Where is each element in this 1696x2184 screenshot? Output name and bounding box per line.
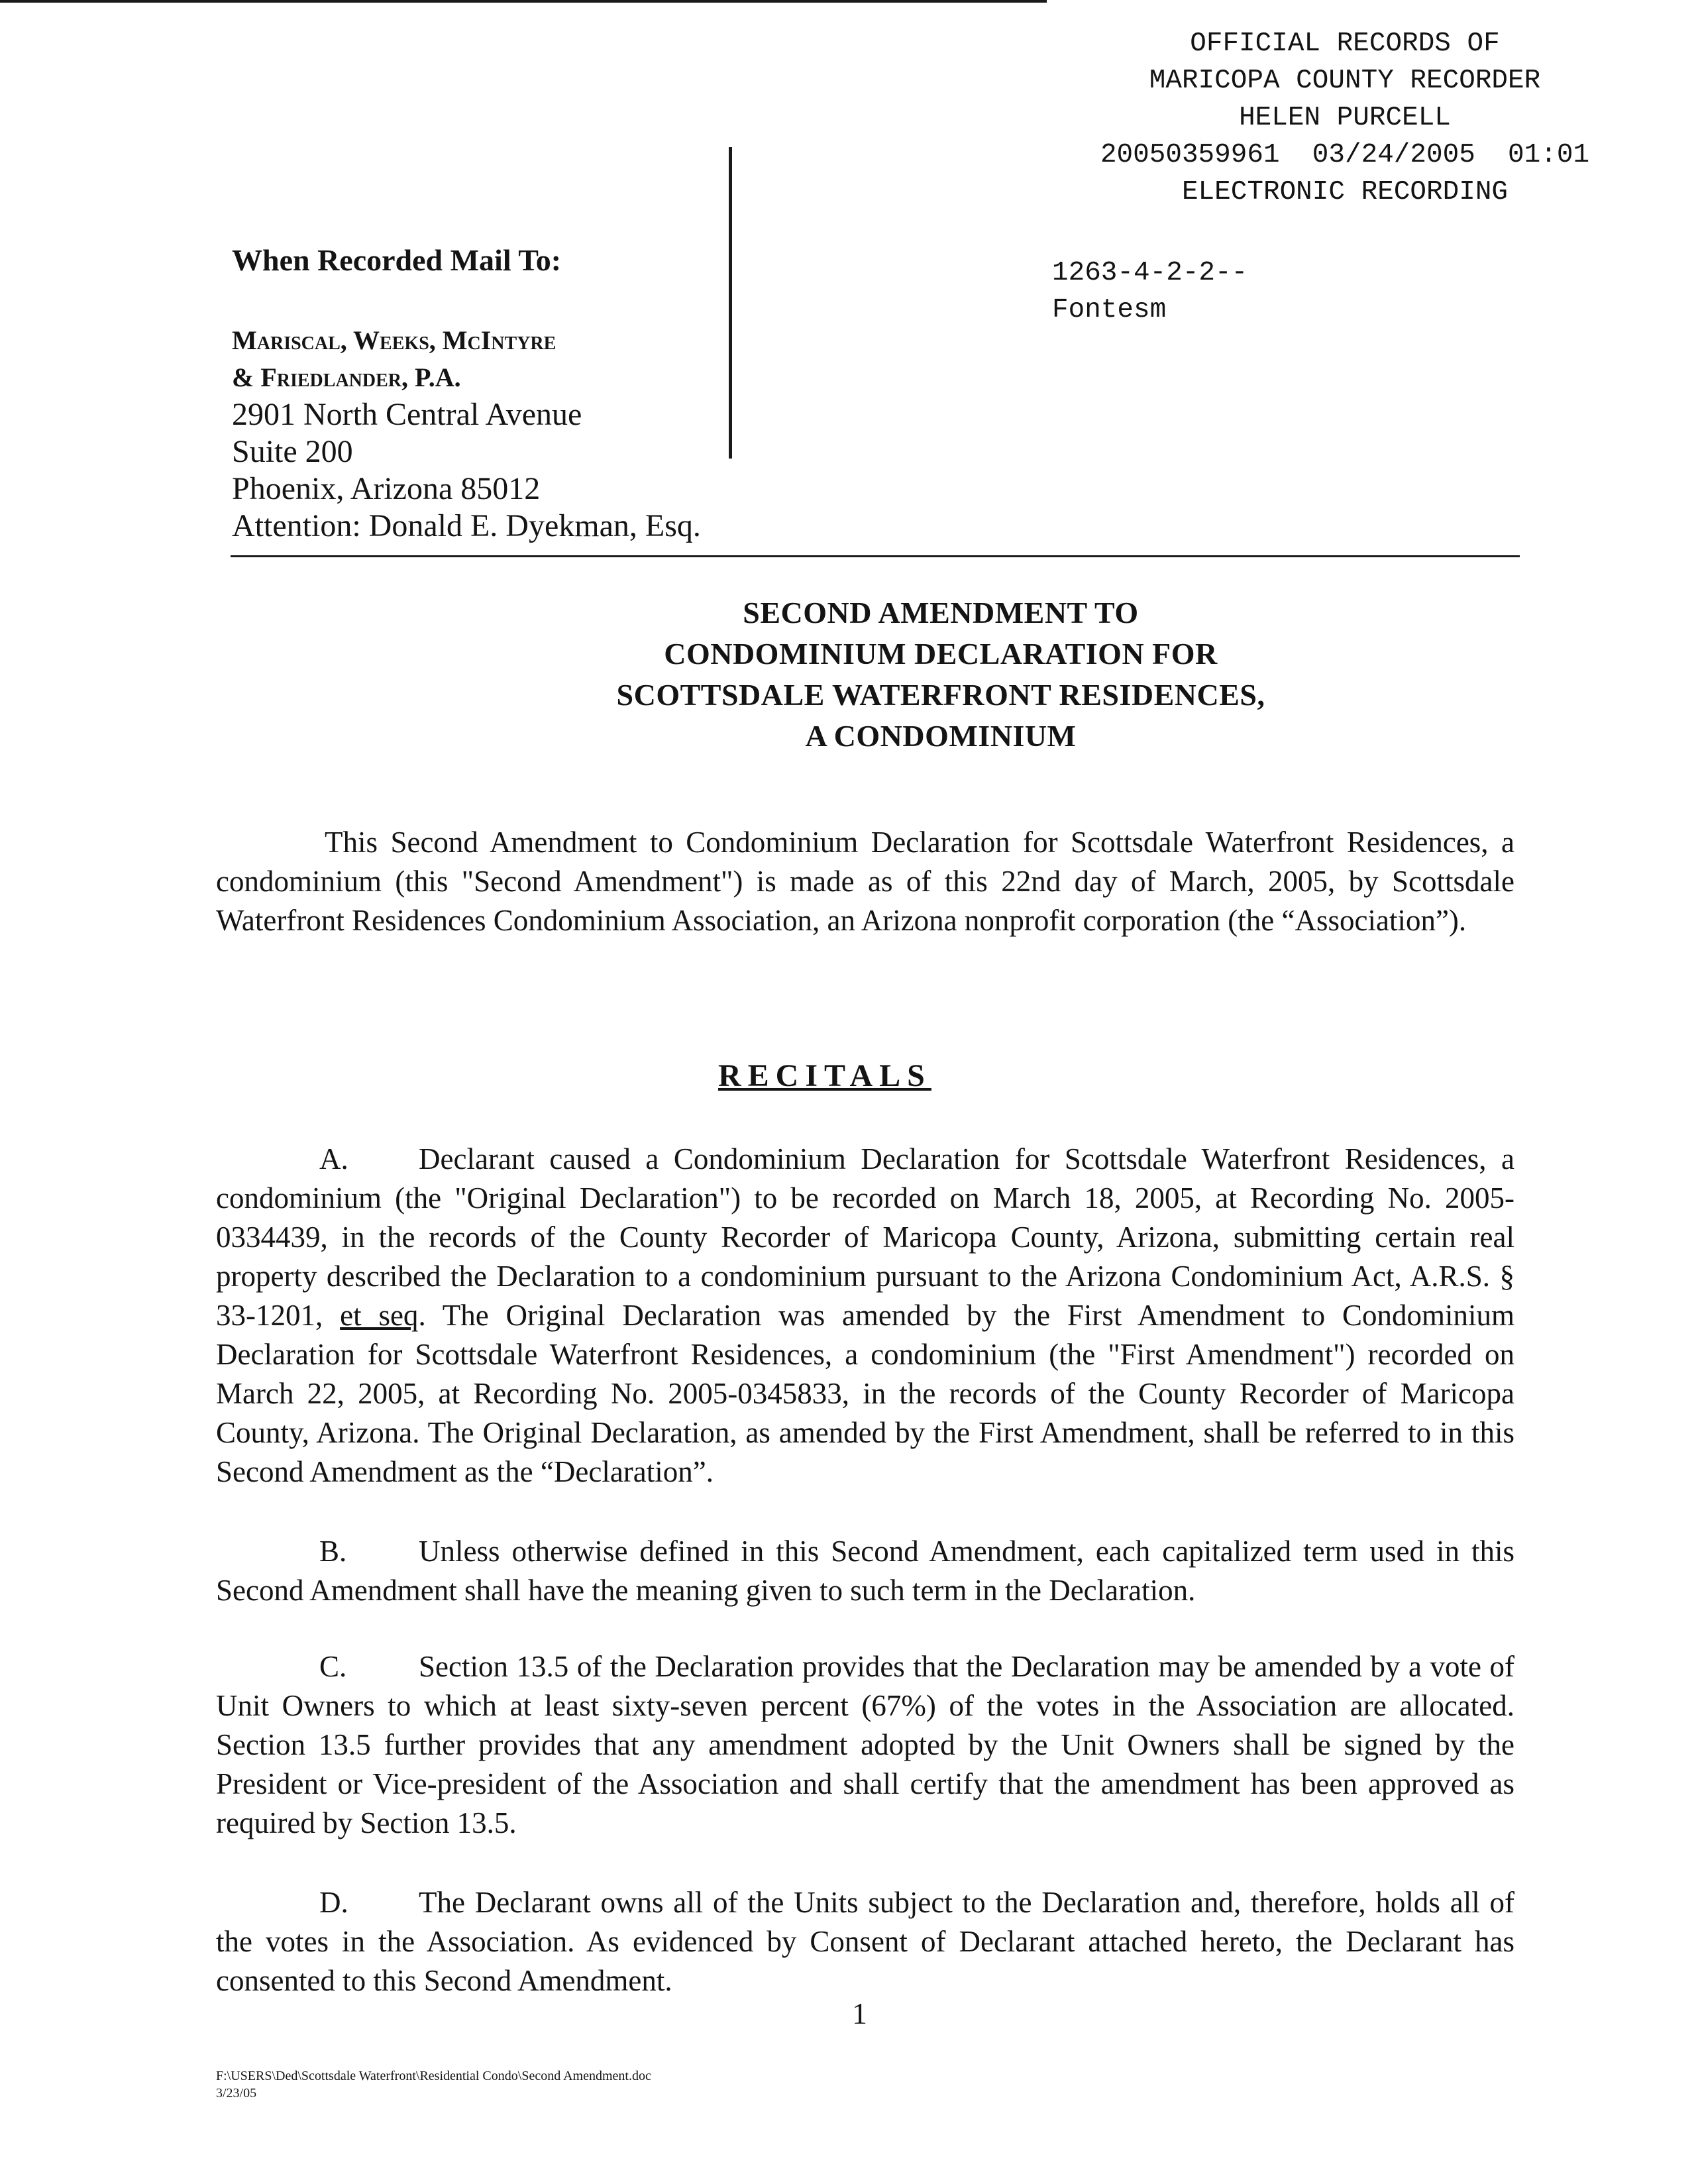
mail-to-address — [232, 322, 735, 545]
header-rule — [231, 555, 1520, 557]
docket-code: 1263-4-2-2-- — [1052, 258, 1248, 288]
docket-name: Fontesm — [1052, 295, 1167, 325]
docket-block — [1052, 254, 1247, 329]
recital-label: B. — [319, 1535, 347, 1568]
stamp-line: 20050359961 03/24/2005 01:01 — [1100, 140, 1590, 170]
mail-to-label: When Recorded Mail To: — [232, 243, 562, 277]
stamp-line: OFFICIAL RECORDS OF — [1190, 28, 1500, 59]
title-line: A CONDOMINIUM — [805, 719, 1077, 753]
attention-line: Attention: Donald E. Dyekman, Esq. — [232, 508, 701, 543]
address-line: Suite 200 — [232, 434, 353, 469]
recital-label: A. — [319, 1142, 348, 1175]
recital-text: Unless otherwise defined in this Second Amendment, each capitalized term used in this Second Amendment shall have the meaning given to such term in the Declaration. — [216, 1535, 1514, 1607]
stamp-line: MARICOPA COUNTY RECORDER — [1149, 66, 1541, 96]
recording-stamp — [1034, 25, 1656, 211]
recital-c — [216, 1647, 1514, 1843]
firm-name-line1: Mariscal, Weeks, McIntyre — [232, 325, 556, 355]
recital-b — [216, 1532, 1514, 1610]
page-number: 1 — [852, 1996, 867, 2030]
address-line: 2901 North Central Avenue — [232, 397, 582, 432]
stamp-line: HELEN PURCELL — [1239, 103, 1451, 133]
recital-d — [216, 1883, 1514, 2000]
recital-label: D. — [319, 1886, 348, 1919]
stamp-line: ELECTRONIC RECORDING — [1181, 177, 1509, 207]
footer-date: 3/23/05 — [216, 2086, 257, 2101]
recital-text: Declarant caused a Condominium Declaration for Scottsdale Waterfront Residences, a condominium (the "Original Declaration") to be recorded on March 18, 2005, at Recording No. 2005-0334439, in the records of the County Recorder of Maricopa County, Arizona, submitting certain real property described the Declaration to a condominium pursuant to the Arizona Condominium Act, A.R.S. § 33-1201, — [216, 1142, 1514, 1332]
title-line: CONDOMINIUM DECLARATION FOR — [664, 637, 1218, 671]
recital-a — [216, 1140, 1514, 1492]
footer-path: F:\USERS\Ded\Scottsdale Waterfront\Residential Condo\Second Amendment.doc — [216, 2069, 651, 2083]
firm-name-line2: & Friedlander, P.A. — [232, 362, 461, 392]
document-title — [371, 592, 1510, 757]
recital-label: C. — [319, 1650, 347, 1683]
file-path-footer — [216, 2067, 651, 2102]
recital-text-cont: . The Original Declaration was amended by the First Amendment to Condominium Declaration for Scottsdale Waterfront Residences, a condominium (the "First Amendment") recorded on March 22, 2005, at Recording No. 2005-0345833, in the records of the County Recorder of Maricopa County, Arizona. The Original Declaration, as amended by the First Amendment, shall be referred to in this Second Amendment as the “Declaration”. — [216, 1299, 1514, 1488]
top-rule — [0, 0, 1047, 3]
intro-text: This Second Amendment to Condominium Declaration for Scottsdale Waterfront Residences, a condominium (this "Second Amendment") is made as of this 22nd day of March, 2005, by Scottsdale Waterfront Residences Condominium Association, an Arizona nonprofit corporation (the “Association”). — [216, 826, 1514, 937]
intro-paragraph — [216, 823, 1514, 940]
address-line: Phoenix, Arizona 85012 — [232, 471, 541, 506]
recitals-heading: RECITALS — [718, 1058, 931, 1093]
title-line: SCOTTSDALE WATERFRONT RESIDENCES, — [616, 678, 1265, 712]
title-line: SECOND AMENDMENT TO — [743, 596, 1139, 629]
recital-citation: et seq — [340, 1299, 419, 1332]
recital-text: Section 13.5 of the Declaration provides that the Declaration may be amended by a vote of Unit Owners to which at least sixty-seven percent (67%) of the votes in the Association are allocated. Section 13.5 further provides that any amendment adopted by the Unit Owners shall be signed by the President or Vice-president of the Association and shall certify that the amendment has been approved as required by Section 13.5. — [216, 1650, 1514, 1839]
recital-text: The Declarant owns all of the Units subject to the Declaration and, therefore, holds all of the votes in the Association. As evidenced by Consent of Declarant attached hereto, the Declarant has consented to this Second Amendment. — [216, 1886, 1514, 1997]
